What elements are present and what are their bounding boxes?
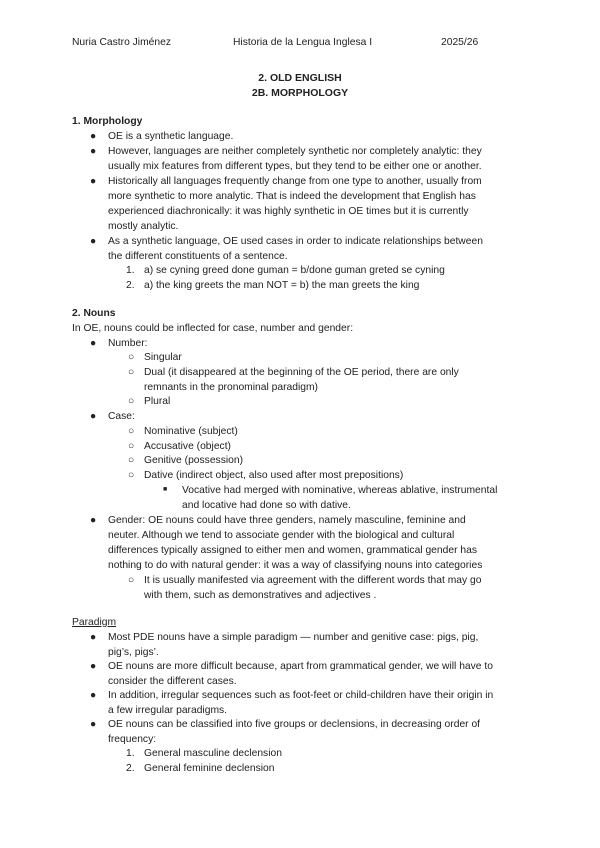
list-item: pig’s, pigs’. xyxy=(108,647,159,658)
example-text: a) se cyning greed done guman = b/done guman greted se cyning xyxy=(144,265,445,276)
list-item: usually mix features from different types, but they tend to be either one or another. xyxy=(108,161,482,172)
list-item: a few irregular paradigms. xyxy=(108,705,228,716)
morphology-heading: 1. Morphology xyxy=(72,116,143,127)
case-label: Case: xyxy=(108,411,135,422)
nouns-intro: In OE, nouns could be inflected for case, number and gender: xyxy=(72,323,354,334)
header-year: 2025/26 xyxy=(441,37,479,48)
bullet-icon: ● xyxy=(90,719,97,730)
example-text: a) the king greets the man NOT = b) the man greets the king xyxy=(144,280,420,291)
bullet-icon: ● xyxy=(90,690,97,701)
number-label: Number: xyxy=(108,338,148,349)
list-item: mostly analytic. xyxy=(108,221,179,232)
circle-bullet-icon: ○ xyxy=(128,455,135,466)
list-item: Plural xyxy=(144,396,171,407)
list-item: Dual (it disappeared at the beginning of the OE period, there are only xyxy=(144,367,459,378)
nouns-heading: 2. Nouns xyxy=(72,308,116,319)
list-item: Genitive (possession) xyxy=(144,455,244,466)
list-item: OE is a synthetic language. xyxy=(108,131,234,142)
declension-text: General feminine declension xyxy=(144,763,275,774)
list-item: Singular xyxy=(144,352,182,363)
list-item: It is usually manifested via agreement with the different words that may go xyxy=(144,575,482,586)
circle-bullet-icon: ○ xyxy=(128,352,135,363)
list-item: consider the different cases. xyxy=(108,676,237,687)
declension-number: 1. xyxy=(126,748,135,759)
list-item: differences typically assigned to either men and women, grammatical gender has xyxy=(108,545,477,556)
list-item: As a synthetic language, OE used cases in order to indicate relationships between xyxy=(108,236,483,247)
bullet-icon: ● xyxy=(90,632,97,643)
circle-bullet-icon: ○ xyxy=(128,441,135,452)
example-number: 1. xyxy=(126,265,135,276)
example-number: 2. xyxy=(126,280,135,291)
header-author: Nuria Castro Jiménez xyxy=(72,37,171,48)
list-item: nothing to do with natural gender: it was a way of classifying nouns into categories xyxy=(108,560,483,571)
section-title: 2B. MORPHOLOGY xyxy=(251,87,349,99)
circle-bullet-icon: ○ xyxy=(128,470,135,481)
circle-bullet-icon: ○ xyxy=(128,396,135,407)
header-course: Historia de la Lengua Inglesa I xyxy=(233,37,373,48)
list-item: OE nouns are more difficult because, apart from grammatical gender, we will have to xyxy=(108,661,493,672)
list-item: frequency: xyxy=(108,734,157,745)
circle-bullet-icon: ○ xyxy=(128,367,135,378)
list-item: Historically all languages frequently change from one type to another, usually from xyxy=(108,176,482,187)
square-bullet-icon: ■ xyxy=(163,486,168,493)
list-item: experienced diachronically: it was highly synthetic in OE times but it is currently xyxy=(108,206,469,217)
list-item: In addition, irregular sequences such as foot-feet or child-children have their origin in xyxy=(108,690,494,701)
bullet-icon: ● xyxy=(90,661,97,672)
list-item: Gender: OE nouns could have three genders, namely masculine, feminine and xyxy=(108,515,466,526)
list-item: Dative (indirect object, also used after most prepositions) xyxy=(144,470,404,481)
list-item: Accusative (object) xyxy=(144,441,231,452)
list-item: with them, such as demonstratives and adjectives . xyxy=(144,590,377,601)
list-item: and locative had done so with dative. xyxy=(182,500,351,511)
bullet-icon: ● xyxy=(90,146,97,157)
bullet-icon: ● xyxy=(90,236,97,247)
bullet-icon: ● xyxy=(90,338,97,349)
page-header xyxy=(72,37,532,51)
list-item: However, languages are neither completely synthetic nor completely analytic: they xyxy=(108,146,482,157)
list-item: Nominative (subject) xyxy=(144,426,238,437)
declension-number: 2. xyxy=(126,763,135,774)
circle-bullet-icon: ○ xyxy=(128,575,135,586)
bullet-icon: ● xyxy=(90,515,97,526)
list-item: Most PDE nouns have a simple paradigm — number and genitive case: pigs, pig, xyxy=(108,632,479,643)
bullet-icon: ● xyxy=(90,131,97,142)
list-item: Vocative had merged with nominative, whereas ablative, instrumental xyxy=(182,485,498,496)
list-item: remnants in the pronominal paradigm) xyxy=(144,382,318,393)
declension-text: General masculine declension xyxy=(144,748,282,759)
circle-bullet-icon: ○ xyxy=(128,426,135,437)
paradigm-heading: Paradigm xyxy=(72,617,117,628)
bullet-icon: ● xyxy=(90,176,97,187)
list-item: neuter. Although we tend to associate gender with the biological and cultural xyxy=(108,530,455,541)
list-item: the different constituents of a sentence. xyxy=(108,251,288,262)
bullet-icon: ● xyxy=(90,411,97,422)
list-item: more synthetic to more analytic. That is indeed the development that English has xyxy=(108,191,476,202)
list-item: OE nouns can be classified into five groups or declensions, in decreasing order of xyxy=(108,719,481,730)
chapter-title: 2. OLD ENGLISH xyxy=(258,72,342,84)
